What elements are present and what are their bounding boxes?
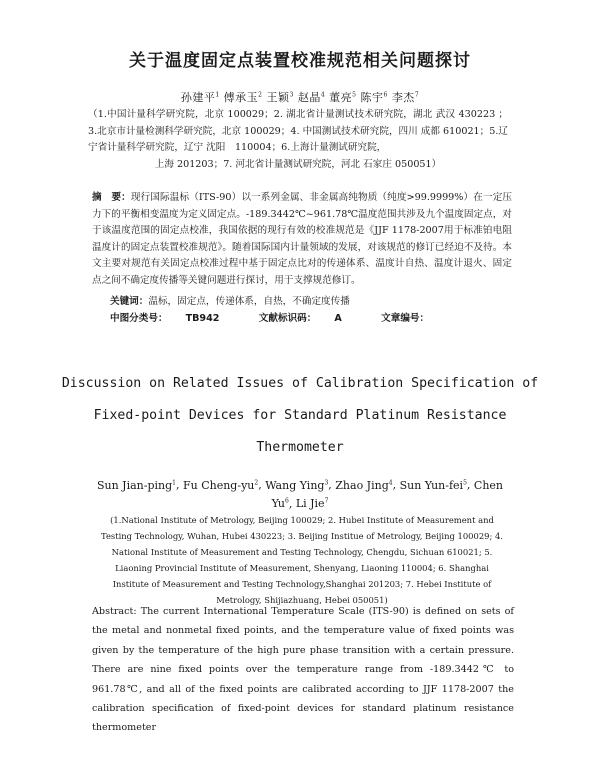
keywords-label: 关键词：	[110, 296, 149, 307]
author: 李杰$^7$	[391, 91, 420, 104]
chinese-affiliations	[88, 107, 508, 173]
author: Chen Yu$^6$	[271, 478, 504, 511]
author: Wang Ying$^3$	[265, 478, 329, 492]
article-number: 文章编号：	[381, 313, 430, 324]
english-affiliations: (1.National Institute of Metrology, Beijing 100029; 2. Hubei Institute of Measurement and Testing Technology, Wuhan, Hubei 430223; 3. Beijing Institue of Metrology, Beijing 100029; 4. National Institute of Measurement and Testing Technology, Chengdu, Sichuan 610021; 5. Liaoning Provincial Institute of Measurement, Shenyang, Liaoning 110004; 6. Shanghai Institute of Measurement and Testing Technology,Shanghai 201203; 7. Hebei Institute of Metrology, Shijiazhuang, Hebei 050051)	[101, 515, 503, 605]
author: 傅承玉$^2$	[223, 91, 263, 104]
title-line: Discussion on Related Issues of Calibration Specification of	[61, 376, 539, 391]
abstract-label: Abstract:	[92, 606, 137, 617]
author: 王颖$^3$	[266, 91, 294, 104]
chinese-author-list	[0, 89, 600, 105]
abstract-text: 现行国际温标（ITS-90）以一系列金属、非金属高纯物质（纯度>99.9999%）在一定压力下的平衡相变温度为定义固定点。-189.3442℃~961.78℃温度范围共涉及九个温度固定点，对于该温度范围的固定点校准，我国依据的现行有效的校准规范是《JJF 1178-2007用于标准铂电阻温度计的固定点装置校准规范》。随着国际国内计量领域的发展，对该规范的修订已经迫不及待。本文主要对规范有关固定点校准过程中基于固定点比对的传递体系、温度计自热、温度计退火、固定点之间不确定度传播等关键问题进行探讨，用于支撑规范修订。	[92, 192, 513, 286]
author: Sun Yun-fei$^5$	[399, 478, 467, 492]
document-code: 文献标识码： A	[258, 313, 342, 324]
keywords-text: 温标，固定点，传递体系，自热，不确定度传播	[148, 296, 350, 307]
abstract-label: 摘 要：	[92, 192, 131, 203]
title-line: Thermometer	[256, 440, 344, 455]
author: Sun Jian-ping$^1$	[96, 478, 176, 492]
chinese-abstract	[92, 190, 512, 290]
english-author-list: Sun Jian-ping$^1$, Fu Cheng-$yu^2$, Wang Ying$^3$, Zhao Jing$^4$, Sun Yun-fei$^5$, Chen Yu$^6$, Li Jie$^7$	[96, 478, 504, 511]
abstract-text: The current International Temperature Scale (ITS-90) is defined on sets of the metal and nonmetal fixed points, and the temperature value of fixed points was given by the temperature of the high pure phase transition with a certain pressure. There are nine fixed points over the temperature range from -189.3442℃ to 961.78℃, and all of the fixed points are calibrated according to JJF 1178-2007 the calibration specification of fixed-point devices for standard platinum resistance thermometer	[92, 606, 514, 734]
chinese-title: 关于温度固定点装置校准规范相关问题探讨	[129, 51, 471, 71]
english-title	[0, 368, 600, 464]
english-abstract	[92, 602, 514, 738]
classification-line	[110, 310, 447, 324]
author: 董亮$^5$	[329, 91, 357, 104]
clc-number: 中图分类号： TB942	[110, 313, 220, 324]
author: Zhao Jing$^4$	[335, 478, 393, 492]
author: 陈宇$^6$	[360, 91, 388, 104]
author: Fu Cheng-$yu^2$	[183, 478, 259, 492]
affiliations-line1: （1.中国计量科学研究院，北京 100029；2. 湖北省计量测试技术研究院，湖北 武汉 430223 ；3.北京市计量检测科学研究院，北京 100029；4. 中国测试技术研究院，四川 成都 610021；5.辽宁省计量科学研究院，辽宁 沈阳 110004；6.上海计量测试研究院，	[88, 109, 508, 153]
title-line: Fixed-point Devices for Standard Platinum Resistance	[93, 408, 507, 423]
author: 赵晶$^4$	[297, 91, 326, 104]
author: Li Jie$^7$	[295, 497, 329, 511]
author: 孙建平$^1$	[180, 91, 220, 104]
chinese-keywords	[110, 293, 350, 307]
affiliations-line2: 上海 201203；7. 河北省计量测试研究院，河北 石家庄 050051）	[154, 158, 442, 170]
